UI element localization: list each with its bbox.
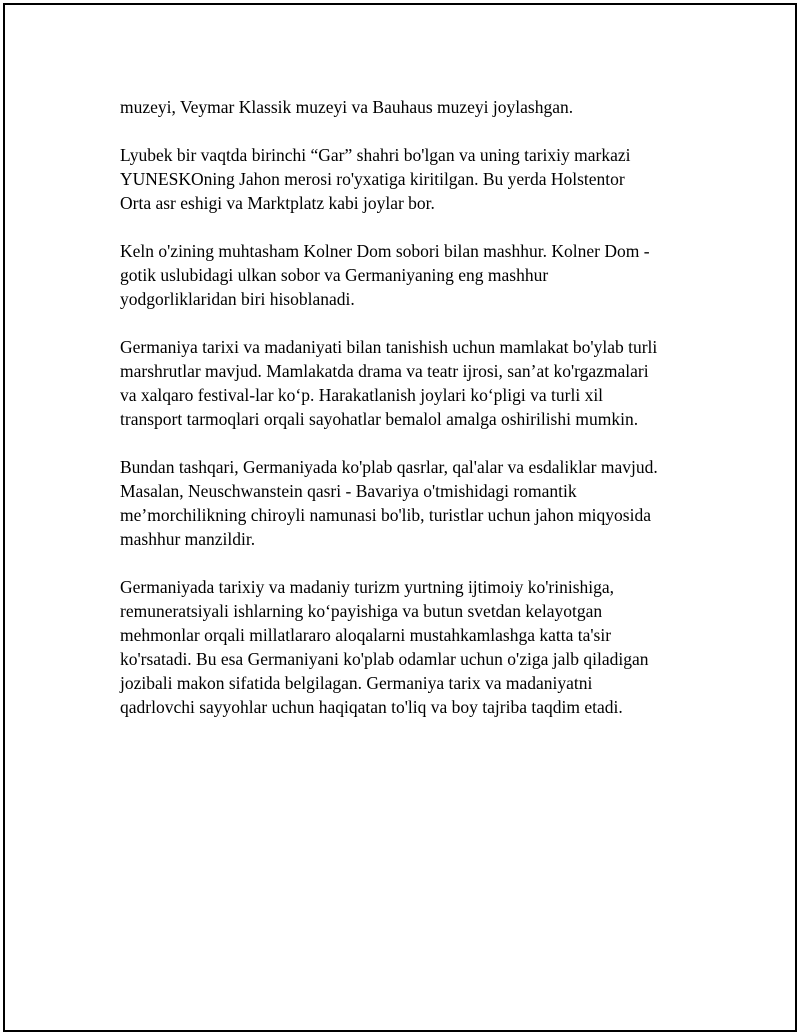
document-page <box>3 3 797 1032</box>
paragraph-6 <box>120 575 720 719</box>
text-line: Orta asr eshigi va Marktplatz kabi joylar bor. <box>120 193 435 213</box>
paragraph-1 <box>120 95 720 119</box>
text-line: marshrutlar mavjud. Mamlakatda drama va teatr ijrosi, san’at ko'rgazmalari <box>120 361 649 381</box>
text-line: Masalan, Neuschwanstein qasri - Bavariya o'tmishidagi romantik <box>120 481 577 501</box>
text-line: transport tarmoqlari orqali sayohatlar bemalol amalga oshirilishi mumkin. <box>120 409 639 429</box>
text-line: va xalqaro festival-lar ko‘p. Harakatlanish joylari ko‘pligi va turli xil <box>120 385 604 405</box>
text-line: qadrlovchi sayyohlar uchun haqiqatan to'liq va boy tajriba taqdim etadi. <box>120 697 623 717</box>
text-line: ko'rsatadi. Bu esa Germaniyani ko'plab odamlar uchun o'ziga jalb qiladigan <box>120 649 649 669</box>
paragraph-2 <box>120 143 720 215</box>
text-line: Germaniya tarixi va madaniyati bilan tanishish uchun mamlakat bo'ylab turli <box>120 337 658 357</box>
text-line: YUNESKOning Jahon merosi ro'yxatiga kiritilgan. Bu yerda Holstentor <box>120 169 625 189</box>
text-line: gotik uslubidagi ulkan sobor va Germaniyaning eng mashhur <box>120 265 549 285</box>
text-line: Germaniyada tarixiy va madaniy turizm yurtning ijtimoiy ko'rinishiga, <box>120 577 615 597</box>
paragraph-5 <box>120 455 720 551</box>
text-line: Bundan tashqari, Germaniyada ko'plab qasrlar, qal'alar va esdaliklar mavjud. <box>120 457 658 477</box>
paragraph-4 <box>120 335 720 431</box>
text-line: muzeyi, Veymar Klassik muzeyi va Bauhaus muzeyi joylashgan. <box>120 97 574 117</box>
text-line: jozibali makon sifatida belgilagan. Germaniya tarix va madaniyatni <box>120 673 593 693</box>
text-line: mehmonlar orqali millatlararo aloqalarni mustahkamlashga katta ta'sir <box>120 625 612 645</box>
text-line: Lyubek bir vaqtda birinchi “Gar” shahri bo'lgan va uning tarixiy markazi <box>120 145 631 165</box>
text-line: remuneratsiyali ishlarning ko‘payishiga va butun svetdan kelayotgan <box>120 601 603 621</box>
text-line: yodgorliklaridan biri hisoblanadi. <box>120 289 355 309</box>
document-body <box>120 95 720 743</box>
text-line: me’morchilikning chiroyli namunasi bo'lib, turistlar uchun jahon miqyosida <box>120 505 651 525</box>
paragraph-3 <box>120 239 720 311</box>
text-line: Keln o'zining muhtasham Kolner Dom sobori bilan mashhur. Kolner Dom - <box>120 241 650 261</box>
text-line: mashhur manzildir. <box>120 529 256 549</box>
